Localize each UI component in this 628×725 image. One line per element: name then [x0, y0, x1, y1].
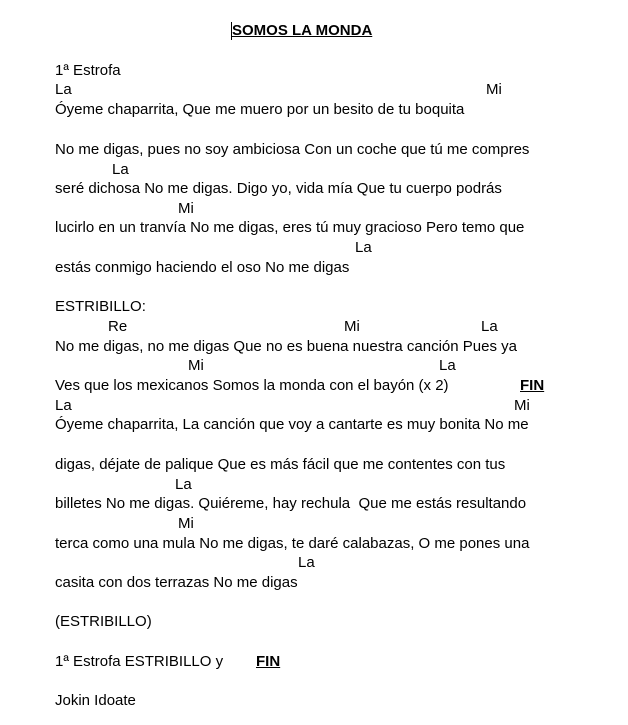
stanza1-heading: 1ª Estrofa	[55, 62, 121, 79]
chord: La	[112, 161, 129, 178]
lyric-line: lucirlo en un tranvía No me digas, eres tú muy gracioso Pero temo que	[55, 219, 525, 236]
lyric-line: Óyeme chaparrita, Que me muero por un besito de tu boquita	[55, 101, 465, 118]
chord: Mi	[514, 397, 530, 414]
chord: La	[355, 239, 372, 256]
chord: Mi	[188, 357, 204, 374]
lyric-line: Ves que los mexicanos Somos la monda con el bayón (x 2)	[55, 377, 449, 394]
lyric-line: No me digas, no me digas Que no es buena nuestra canción Pues ya	[55, 338, 517, 355]
lyric-line: No me digas, pues no soy ambiciosa Con un coche que tú me compres	[55, 141, 530, 158]
chord: La	[298, 554, 315, 571]
chord: Mi	[178, 515, 194, 532]
fin-marker: FIN	[520, 377, 545, 394]
lyric-line: billetes No me digas. Quiéreme, hay rechula Que me estás resultando	[55, 495, 527, 512]
chord: La	[55, 81, 72, 98]
lyric-line: digas, déjate de palique Que es más fácil que me contentes con tus	[55, 456, 506, 473]
chord: La	[481, 318, 498, 335]
song-title: SOMOS LA MONDA	[232, 22, 373, 39]
chord: Mi	[486, 81, 502, 98]
chord: Re	[108, 318, 128, 335]
chorus-repeat: (ESTRIBILLO)	[55, 613, 152, 630]
chord: La	[55, 397, 72, 414]
chorus-heading: ESTRIBILLO:	[55, 298, 146, 315]
chord: La	[439, 357, 456, 374]
chord: Mi	[344, 318, 360, 335]
lyric-line: estás conmigo haciendo el oso No me digas	[55, 259, 350, 276]
chord: La	[175, 476, 192, 493]
lyric-line: seré dichosa No me digas. Digo yo, vida mía Que tu cuerpo podrás	[55, 180, 502, 197]
author: Jokin Idoate	[55, 692, 136, 709]
chord: Mi	[178, 200, 194, 217]
lyric-line: Óyeme chaparrita, La canción que voy a cantarte es muy bonita No me	[55, 416, 529, 433]
fin-marker: FIN	[256, 653, 281, 670]
lyric-line: terca como una mula No me digas, te daré calabazas, O me pones una	[55, 535, 530, 552]
lyric-line: casita con dos terrazas No me digas	[55, 574, 298, 591]
closing-line: 1ª Estrofa ESTRIBILLO y	[55, 653, 224, 670]
